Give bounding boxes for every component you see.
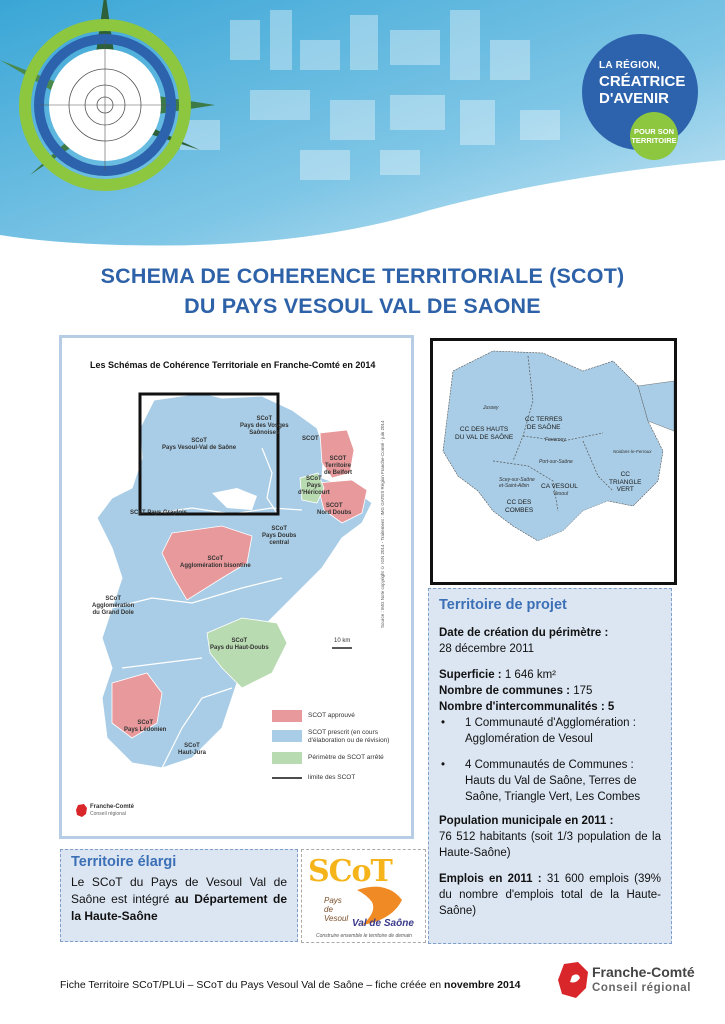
scale-label: 10 km <box>334 638 351 644</box>
badge-line-2: CRÉATRICE <box>599 73 686 90</box>
vesoul-detail-map <box>430 338 677 585</box>
label-ca-vesoul: CA VESOUL <box>541 483 578 490</box>
label-ledonien: SCoT Pays Lédonien <box>124 720 167 733</box>
label-cc-terres: CC TERRES DE SAÔNE <box>525 416 563 431</box>
scot-logo-pays: Pays de Vesoul <box>324 896 349 923</box>
label-graylois: SCoT Pays Graylois <box>130 510 188 516</box>
superficie-label: Superficie : <box>439 669 502 681</box>
intercos-value: 5 <box>607 701 615 713</box>
footer-logo-sub: Conseil régional <box>592 982 692 994</box>
scot-logo-tagline: Construire ensemble le territoire de demain <box>316 933 412 939</box>
territoire-elargi-box <box>60 849 298 942</box>
france-map-icon <box>76 804 88 818</box>
header-banner <box>0 0 725 255</box>
scot-logo-val: Val de Saône <box>352 918 414 929</box>
map-source: Source : IMG Note copyright © IGN 2014 - Traitement : IMG GATES Région Franche-Comté - juin 2014 <box>380 420 385 628</box>
label-bisontine: SCoT Agglomération bisontine <box>180 556 251 569</box>
legend-approved: SCOT approuvé <box>308 712 355 719</box>
franche-comte-scot-map <box>59 335 414 839</box>
label-cc-hauts-val: CC DES HAUTS DU VAL DE SAÔNE <box>455 426 514 441</box>
scot-logo-word: SCoT <box>308 854 392 889</box>
label-cc-triangle: CC TRIANGLE VERT <box>609 471 642 493</box>
map-title: Les Schémas de Cohérence Territoriale en Franche-Comté en 2014 <box>90 360 376 370</box>
elargi-text-bold: au Département de la Haute-Saône <box>71 892 287 923</box>
territory-badge-line-2: TERRITOIRE <box>631 136 677 145</box>
creation-label: Date de création du périmètre : <box>439 627 609 639</box>
page-title-line-1: SCHEMA DE COHERENCE TERRITORIALE (SCOT) <box>100 264 625 288</box>
bullet-1-text: 1 Communauté d'Agglomération : Agglomération de Vesoul <box>465 717 636 745</box>
town-faverney: Faverney <box>545 437 566 443</box>
town-scey: Scey-sur-Saône et-Saint-Albin <box>499 477 535 489</box>
franche-comte-logo <box>558 962 698 1002</box>
legend-limit: limite des SCOT <box>308 774 356 781</box>
elargi-heading: Territoire élargi <box>71 854 177 870</box>
bullet-agglomeration <box>439 715 661 747</box>
label-haut-jura: SCoT Haut-Jura <box>178 743 207 756</box>
footer-text-bold: novembre 2014 <box>444 979 521 991</box>
legend-prescribed: SCOT prescrit (en cours d'élaboration ou de révision) <box>308 729 390 744</box>
label-scot-small: SCOT <box>302 436 319 442</box>
footer-logo-name: Franche-Comté <box>592 964 695 980</box>
population-value: 76 512 habitants (soit 1/3 population de la Haute-Saône) <box>439 831 661 859</box>
bullet-dot-icon: • <box>441 717 446 729</box>
label-hericourt: SCoT Pays d'Héricourt <box>298 476 330 496</box>
footer-text <box>60 979 521 991</box>
logo-sub-small: Conseil régional <box>90 811 126 817</box>
footer-text-plain: Fiche Territoire SCoT/PLUi – SCoT du Pays Vesoul Val de Saône – fiche créée en <box>60 979 442 991</box>
page-title-line-2: DU PAYS VESOUL VAL DE SAONE <box>184 294 541 318</box>
badge-line-3: D'AVENIR <box>599 90 669 107</box>
header-artwork <box>0 0 725 255</box>
emplois-value: 31 600 emplois (39% du nombre d'emplois total de la Haute-Saône) <box>439 873 661 917</box>
town-jussey: Jussey <box>483 405 499 411</box>
bullet-2-text: 4 Communautés de Communes : Hauts du Val de Saône, Terres de Saône, Triangle Vert, Les Combes <box>465 759 641 803</box>
label-cc-combes: CC DES COMBES <box>505 499 534 514</box>
label-grand-dole: SCoT Agglomération du Grand Dole <box>92 596 135 616</box>
territoire-projet-box <box>428 588 672 944</box>
town-noidans: Noidans-le-Ferroux <box>613 449 652 454</box>
legend-perimeter: Périmètre de SCOT arrêté <box>308 754 384 761</box>
logo-name-small: Franche-Comté <box>90 804 135 810</box>
population-label: Population municipale en 2011 : <box>439 815 614 827</box>
emplois-label: Emplois en 2011 : <box>439 873 542 885</box>
france-map-icon <box>558 962 590 1000</box>
communes-value: 175 <box>573 685 593 697</box>
label-belfort: SCOT Territoire de Belfort <box>324 456 353 476</box>
bullet-dot-icon: • <box>441 759 446 771</box>
label-vesoul: SCoT Pays Vesoul-Val de Saône <box>162 438 237 451</box>
label-doubs-central: SCoT Pays Doubs central <box>262 526 297 546</box>
town-vesoul: Vesoul <box>553 491 569 497</box>
label-vosges: SCoT Pays des Vosges Saônoises <box>240 416 289 436</box>
badge-line-1: LA RÉGION, <box>599 60 660 71</box>
projet-heading: Territoire de projet <box>439 597 567 613</box>
town-port: Port-sur-Saône <box>539 459 573 465</box>
communes-label: Nombre de communes : <box>439 685 570 697</box>
territory-badge-line-1: POUR SON <box>633 127 674 136</box>
elargi-text: Le SCoT du Pays de Vesoul Val de Saône est intégré <box>71 875 287 906</box>
label-nord-doubs: SCOT Nord Doubs <box>317 503 352 516</box>
superficie-value: 1 646 km² <box>504 669 556 681</box>
scot-vesoul-logo <box>301 849 426 943</box>
bullet-communautes <box>439 757 661 805</box>
label-haut-doubs: SCoT Pays du Haut-Doubs <box>210 638 269 651</box>
territory-badge <box>630 112 678 160</box>
creation-value: 28 décembre 2011 <box>439 643 535 655</box>
intercos-label: Nombre d'intercommunalités : <box>439 701 605 713</box>
